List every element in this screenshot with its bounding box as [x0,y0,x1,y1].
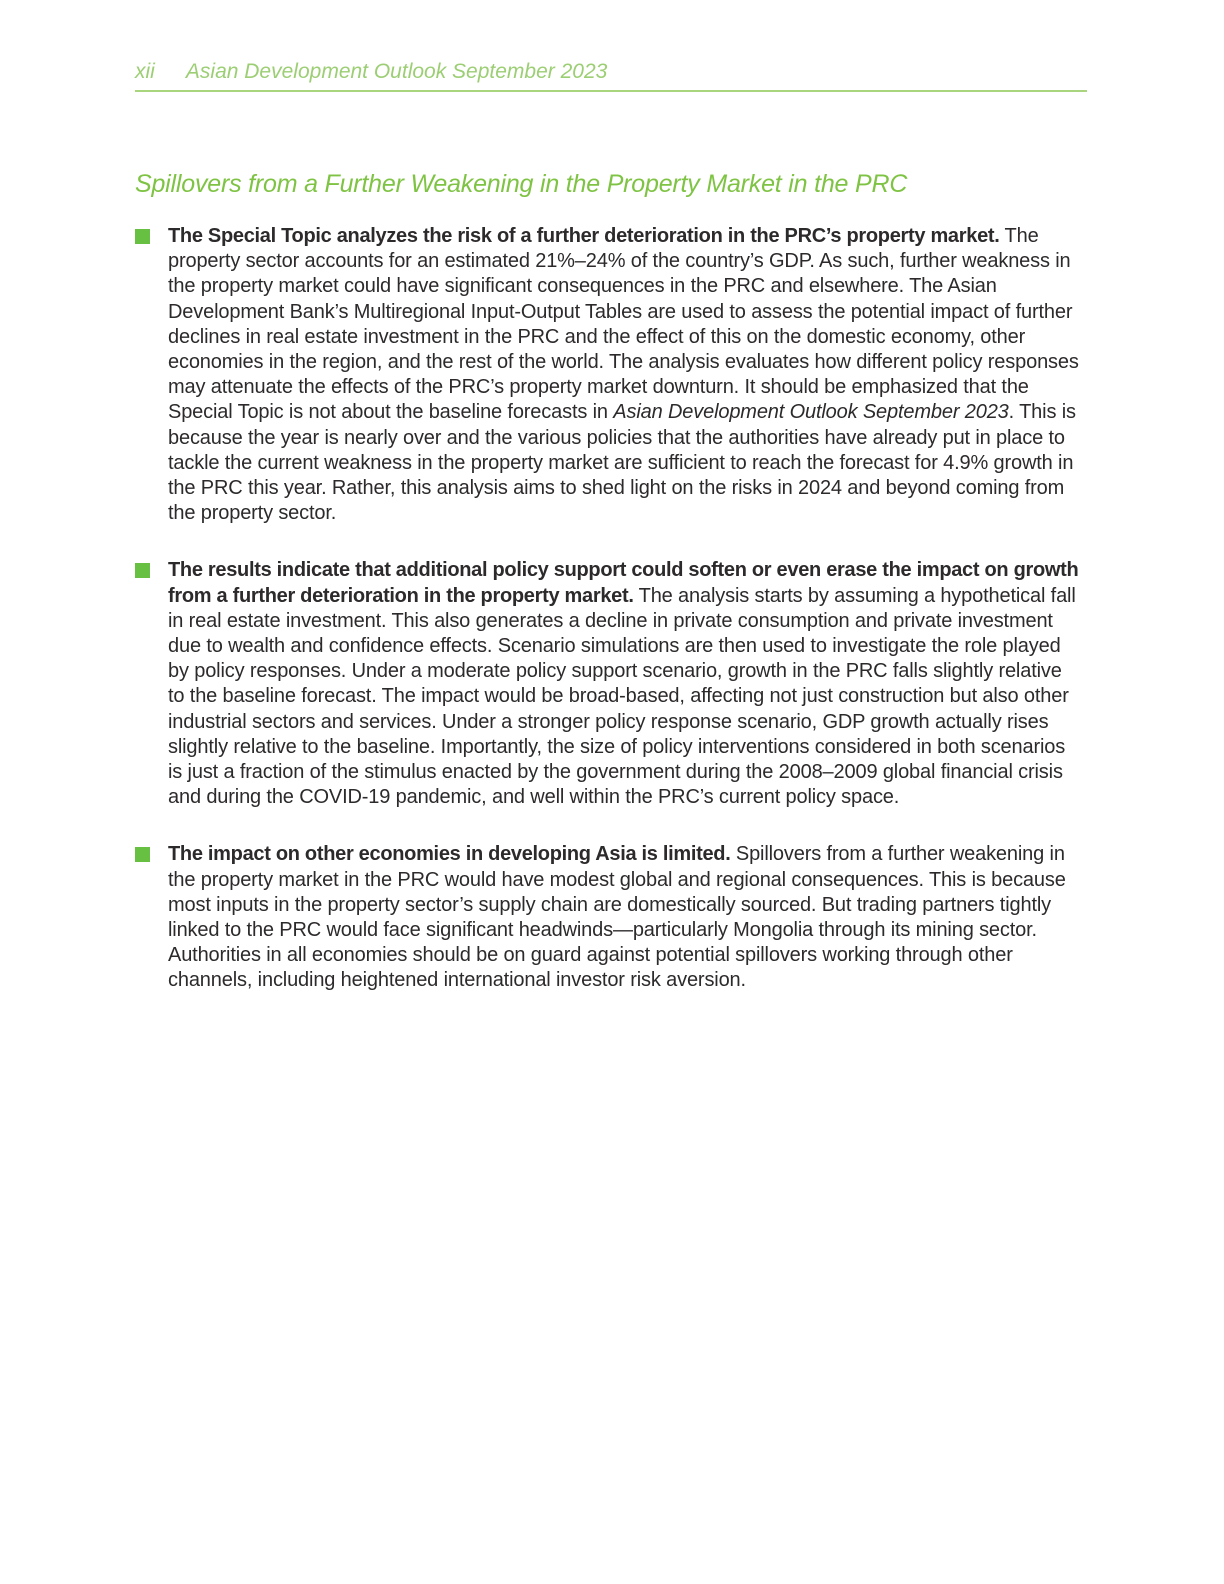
running-title: Asian Development Outlook September 2023 [185,60,608,83]
bullet-paragraph [168,558,1082,810]
text-segment-normal: The property sector accounts for an estimated 21%–24% of the country’s GDP. As such, further weakness in the property market could have significant consequences in the PRC and elsewhere. The Asian Development Bank’s Multiregional Input-Output Tables are used to assess the potential impact of further declines in real estate investment in the PRC and the effect of this on the domestic economy, other economies in the region, and the rest of the world. The analysis evaluates how different policy responses may attenuate the effects of the PRC’s property market downturn. It should be emphasized that the Special Topic is not about the baseline forecasts in [168,225,1079,424]
bullet-square-icon [135,847,150,862]
section-heading: Spillovers from a Further Weakening in the Property Market in the PRC [135,170,908,198]
bullet-square-icon [135,563,150,578]
header-rule [135,90,1087,92]
bullet-item [135,842,1087,993]
bullet-item [135,558,1087,810]
bullet-list [135,224,1087,1026]
text-segment-normal: Spillovers from a further weakening in the property market in the PRC would have modest global and regional consequences. This is because most inputs in the property sector’s supply chain are domestically sourced. But trading partners tightly linked to the PRC would face significant headwinds—particularly Mongolia through its mining sector. Authorities in all economies should be on guard against potential spillovers working through other channels, including heightened international investor risk aversion. [168,843,1066,992]
bullet-paragraph [168,224,1082,526]
running-header [135,60,607,84]
text-segment-bold: The impact on other economies in developing Asia is limited. [168,843,731,866]
text-segment-normal: . This is because the year is nearly over and the various policies that the authorities have already put in place to tackle the current weakness in the property market are sufficient to reach the forecast for 4.9% growth in the PRC this year. Rather, this analysis aims to shed light on the risks in 2024 and beyond coming from the property sector. [168,401,1076,525]
bullet-paragraph [168,842,1082,993]
text-segment-bold: The results indicate that additional policy support could soften or even erase the impact on growth from a further deterioration in the property market. [168,559,1079,607]
text-segment-italic: Asian Development Outlook September 2023 [613,401,1009,424]
page-number: xii [135,60,155,83]
bullet-square-icon [135,229,150,244]
bullet-item [135,224,1087,526]
text-segment-bold: The Special Topic analyzes the risk of a further deterioration in the PRC’s property market. [168,225,1000,247]
text-segment-normal: The analysis starts by assuming a hypothetical fall in real estate investment. This also generates a decline in private consumption and private investment due to wealth and confidence effects. Scenario simulations are then used to investigate the role played by policy responses. Under a moderate policy support scenario, growth in the PRC falls slightly relative to the baseline forecast. The impact would be broad-based, affecting not just construction but also other industrial sectors and services. Under a stronger policy response scenario, GDP growth actually rises slightly relative to the baseline. Importantly, the size of policy interventions considered in both scenarios is just a fraction of the stimulus enacted by the government during the 2008–2009 global financial crisis and during the COVID-19 pandemic, and well within the PRC’s current policy space. [168,584,1076,809]
